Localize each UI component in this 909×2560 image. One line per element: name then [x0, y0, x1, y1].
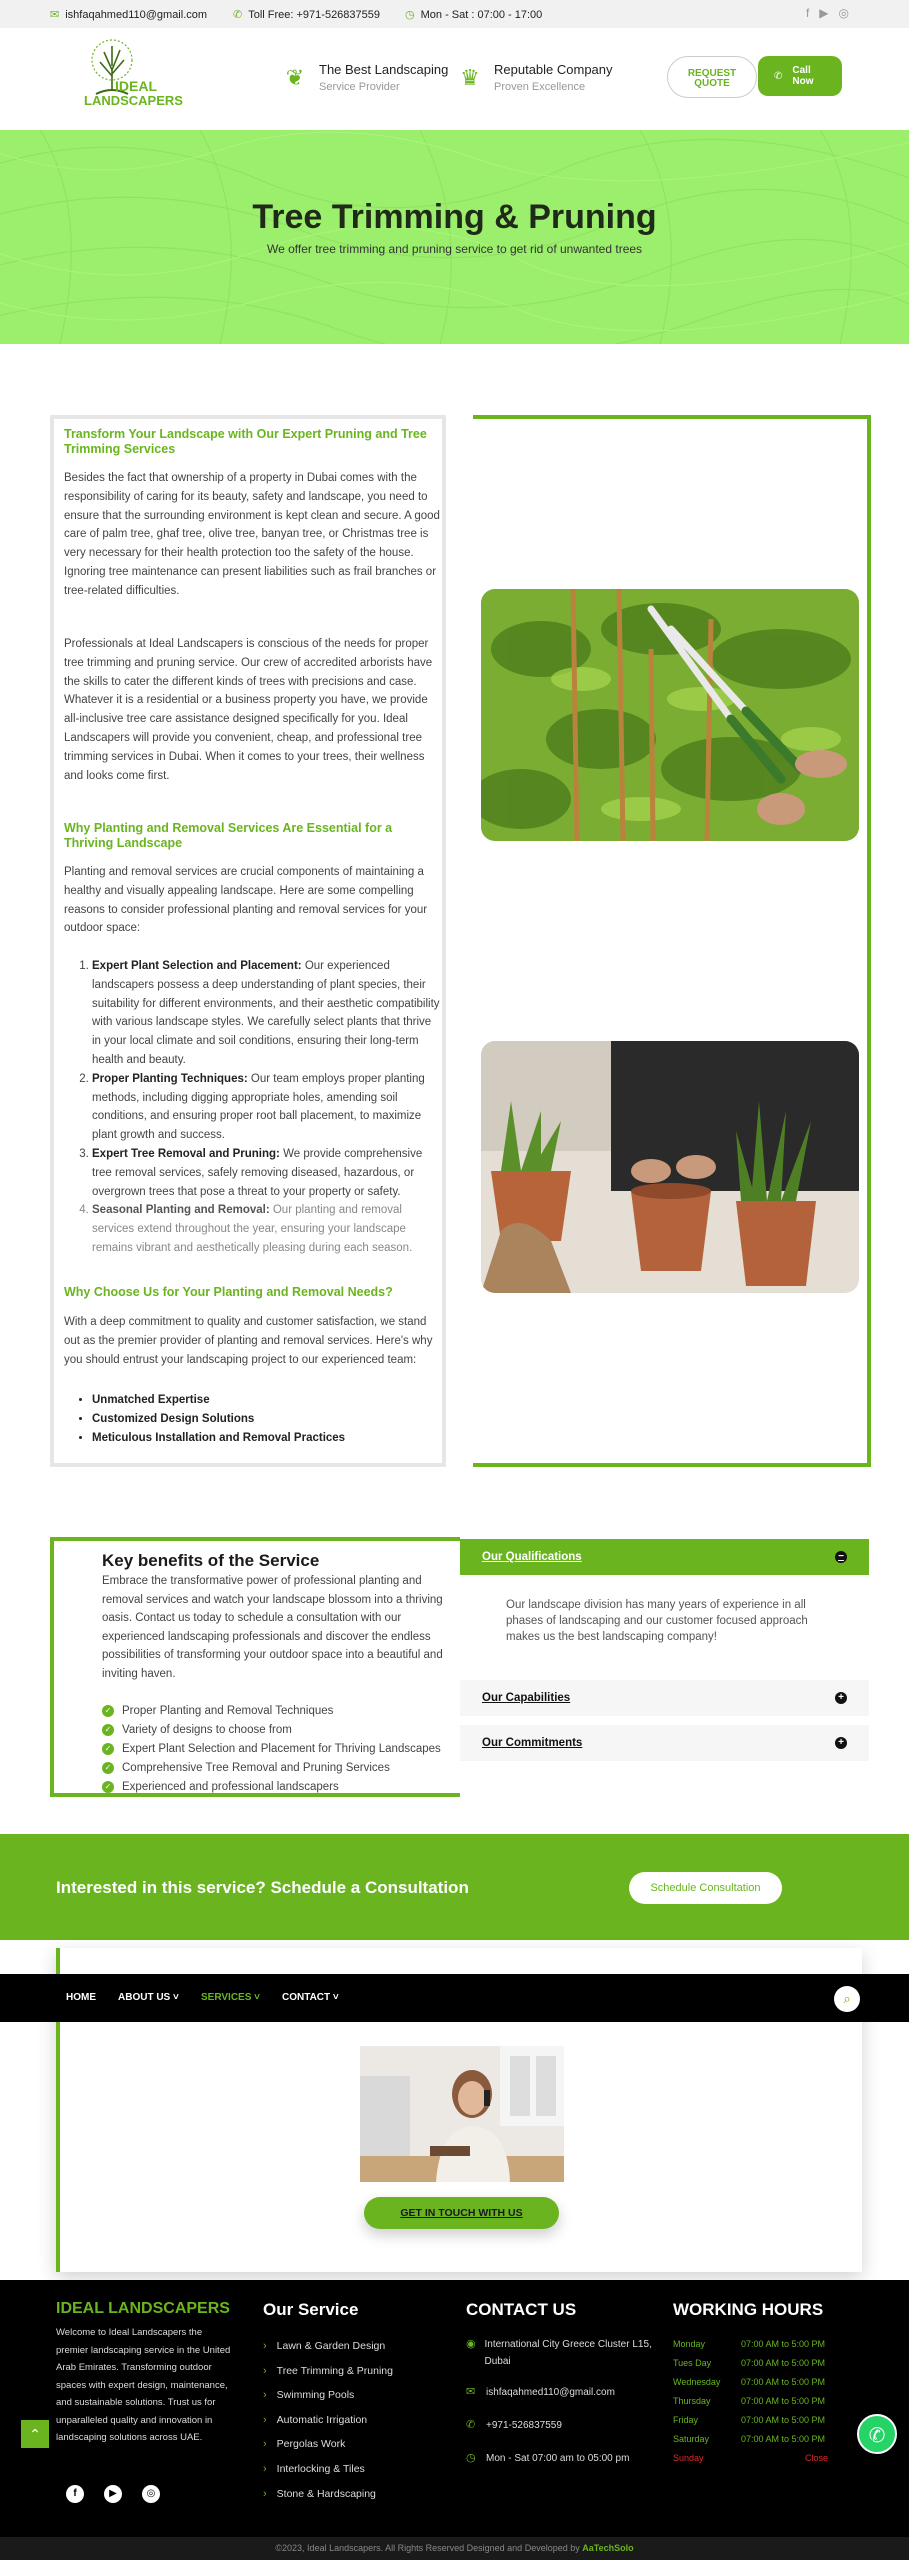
- hours-row: [673, 2372, 835, 2391]
- reason-title: Proper Planting Techniques:: [92, 1072, 248, 1085]
- chevron-down-icon: ˅: [332, 1992, 339, 2003]
- reason-title: Expert Plant Selection and Placement:: [92, 960, 302, 972]
- topbar-email-text: ishfaqahmed110@gmail.com: [65, 8, 208, 21]
- clock-icon: ◷: [466, 2452, 476, 2464]
- footer-hours: [466, 2450, 656, 2467]
- accordion-title: Our Capabilities: [482, 1692, 571, 1704]
- chevron-down-icon: ˅: [254, 1992, 261, 2003]
- planting-image: [481, 1041, 859, 1293]
- footer-hours-heading: WORKING HOURS: [673, 2300, 824, 2319]
- reasons-list: [64, 957, 442, 1258]
- accordion-header-capabilities[interactable]: [460, 1680, 869, 1716]
- footer-service-text: Swimming Pools: [276, 2389, 355, 2402]
- hours-time: 07:00 AM to 5:00 PM: [741, 2338, 826, 2349]
- whatsapp-button[interactable]: [857, 2414, 897, 2454]
- call-line1: Call: [792, 65, 811, 76]
- hours-time: 07:00 AM to 5:00 PM: [741, 2414, 826, 2425]
- chevron-right-icon: ›: [263, 2413, 267, 2426]
- chevron-up-icon: ⌃: [29, 2426, 41, 2442]
- chevron-right-icon: ›: [263, 2389, 267, 2402]
- content-heading-3-block: [64, 1285, 442, 1300]
- call-now-button[interactable]: [758, 56, 842, 96]
- facebook-icon[interactable]: f: [66, 2485, 84, 2503]
- hours-day: Tues Day: [673, 2357, 712, 2368]
- why-item: • Customized Design Solutions: [92, 1410, 442, 1429]
- accordion-header-qualifications[interactable]: [460, 1539, 869, 1575]
- nav-home[interactable]: HOME: [66, 1992, 96, 2003]
- benefit-text: Variety of designs to choose from: [122, 1723, 292, 1736]
- content-heading-1: Transform Your Landscape with Our Expert Pruning and Tree Trimming Services: [64, 427, 427, 456]
- content-card: [50, 415, 446, 1467]
- reason-text: Our experienced landscapers possess a deep understanding of plant species, their suitability for different environments, and their aesthetic compatibility with various landscape styles. We carefully select plants that thrive in your local climate and soil conditions, ensuring their long-term health and beauty.: [92, 960, 440, 1066]
- plus-icon[interactable]: +: [835, 1737, 847, 1749]
- content-paragraph-3: Planting and removal services are crucial components of maintaining a healthy and visually appealing landscape. Here are some compelling reasons to consider professional planting and removal services for your outdoor space:: [64, 866, 428, 935]
- topbar-phone[interactable]: [233, 8, 380, 21]
- hours-row: [673, 2334, 835, 2353]
- accordion-title: Our Commitments: [482, 1737, 583, 1749]
- content-paragraph-2: Professionals at Ideal Landscapers is conscious of the needs for proper tree trimming and pruning service. Our crew of accredited arborists have the skills to cater the different kinds of trees with precisions and case. Whatever it is a residential or a business property you have, we provide all-inclusive tree care assistance designed specifically for you. Ideal Landscapers will provide you convenient, cheap, and professional tree trimming services in Dubai. When it comes to your trees, their wellness and looks come first.: [64, 638, 433, 782]
- check-icon: ✓: [102, 1724, 114, 1736]
- footer-service-text: Lawn & Garden Design: [276, 2340, 386, 2352]
- page-title: Tree Trimming & Pruning: [252, 198, 657, 236]
- youtube-icon[interactable]: ▶: [104, 2485, 122, 2503]
- phone-icon: ✆: [233, 9, 243, 21]
- nav-contact[interactable]: [282, 1992, 339, 2003]
- footer-service-heading: Our Service: [263, 2300, 359, 2319]
- feature2-sub: Proven Excellence: [494, 81, 586, 93]
- hours-day: Wednesday: [673, 2376, 721, 2387]
- hours-time: Close: [805, 2452, 829, 2463]
- main-nav: [0, 1974, 909, 2022]
- check-icon: ✓: [102, 1762, 114, 1774]
- get-in-touch-button[interactable]: GET IN TOUCH WITH US: [364, 2197, 559, 2229]
- instagram-icon[interactable]: ◎: [838, 6, 849, 20]
- feature2-title: Reputable Company: [494, 62, 613, 77]
- content-paragraph-4-block: [64, 1313, 442, 1369]
- benefit-text: Proper Planting and Removal Techniques: [122, 1704, 334, 1717]
- benefit-text: Comprehensive Tree Removal and Pruning Services: [122, 1761, 390, 1774]
- why-item: • Unmatched Expertise: [92, 1391, 442, 1410]
- content-paragraph-4: With a deep commitment to quality and customer satisfaction, we stand out as the premier provider of planting and removal services. Here's why you should entrust your landscaping project to our experienced team:: [64, 1316, 433, 1366]
- whatsapp-icon: ✆: [868, 2425, 886, 2447]
- hours-day: Friday: [673, 2414, 699, 2425]
- contact-image: [360, 2046, 564, 2182]
- clock-icon: ◷: [405, 9, 415, 21]
- footer-social: [66, 2485, 160, 2503]
- hours-row: [673, 2391, 835, 2410]
- footer-brand: IDEAL LANDSCAPERS: [56, 2300, 230, 2317]
- footer-email[interactable]: [466, 2384, 656, 2401]
- quote-line2: QUOTE: [694, 78, 730, 89]
- request-quote-button[interactable]: [667, 56, 757, 98]
- check-icon: ✓: [102, 1743, 114, 1755]
- footer-service-item[interactable]: [263, 2365, 393, 2390]
- topbar-phone-text: Toll Free: +971-526837559: [248, 8, 381, 21]
- hours-time: 07:00 AM to 5:00 PM: [741, 2433, 826, 2444]
- footer-address-text: International City Greece Cluster L15, Dubai: [484, 2339, 652, 2367]
- footer-phone[interactable]: [466, 2417, 656, 2434]
- developer-link[interactable]: AaTechSolo: [582, 2543, 634, 2553]
- consultation-text: Interested in this service? Schedule a Consultation: [56, 1878, 469, 1897]
- content-heading-3: Why Choose Us for Your Planting and Removal Needs?: [64, 1285, 393, 1299]
- content-heading-2-block: [64, 821, 442, 851]
- hours-row: [673, 2429, 835, 2448]
- phone-icon: ✆: [774, 70, 783, 82]
- footer-phone-text: +971-526837559: [486, 2420, 562, 2431]
- benefit-item: [102, 1720, 441, 1739]
- footer-service-text: Automatic Irrigation: [276, 2413, 368, 2426]
- pruning-photo: [481, 589, 859, 841]
- why-item: • Meticulous Installation and Removal Practices: [92, 1429, 442, 1448]
- benefit-text: Expert Plant Selection and Placement for Thriving Landscapes: [122, 1742, 441, 1755]
- content-paragraph-1: Besides the fact that ownership of a property in Dubai comes with the responsibility of caring for its beauty, safety and landscape, you need to ensure that the surrounding environment is kept clean and secure. A good care of palm tree, ghaf tree, olive tree, banyan tree, or Christmas tree is very necessary for their health protection too the safety of the house. Ignoring tree maintenance can present liabilities such as frail branches or tree-related difficulties.: [64, 472, 440, 597]
- topbar-email[interactable]: [50, 8, 207, 21]
- top-bar: [0, 0, 909, 28]
- footer-service-item[interactable]: [263, 2414, 393, 2439]
- content-paragraph-1-block: [64, 469, 442, 601]
- scroll-to-top-button[interactable]: [21, 2420, 49, 2448]
- hours-row: [673, 2410, 835, 2429]
- facebook-icon[interactable]: f: [805, 6, 810, 20]
- benefit-item: [102, 1777, 441, 1796]
- chevron-right-icon: ›: [263, 2340, 267, 2352]
- topbar-hours: [405, 8, 542, 21]
- consultation-banner: [0, 1834, 909, 1940]
- benefits-section: [50, 1537, 460, 1797]
- hours-day: Thursday: [673, 2395, 711, 2406]
- why-list-block: [64, 1391, 442, 1447]
- site-footer: [0, 2280, 909, 2560]
- chevron-right-icon: ›: [263, 2438, 267, 2451]
- reason-item: [92, 957, 442, 1070]
- trophy-icon: ♛: [460, 64, 480, 90]
- footer-contact-heading: CONTACT US: [466, 2300, 577, 2319]
- accordion-body-qualifications: Our landscape division has many years of experience in all phases of landscaping and our customer focused approach makes us the best landscaping company!: [460, 1575, 869, 1680]
- topbar-hours-text: Mon - Sat : 07:00 - 17:00: [420, 8, 543, 21]
- copyright-text: ©2023, Ideal Landscapers. All Rights Reserved Designed and Developed by: [275, 2543, 583, 2553]
- logo-text-landscapers: LANDSCAPERS: [84, 93, 183, 108]
- site-header: [0, 28, 909, 130]
- page-subtitle: We offer tree trimming and pruning service to get rid of unwanted trees: [266, 242, 643, 256]
- hours-time: 07:00 AM to 5:00 PM: [741, 2357, 826, 2368]
- plus-icon[interactable]: +: [835, 1692, 847, 1704]
- benefit-item: [102, 1758, 441, 1777]
- chevron-right-icon: ›: [263, 2487, 267, 2500]
- footer-service-item[interactable]: [263, 2438, 393, 2463]
- accordion-commitments: [460, 1725, 869, 1761]
- planting-photo: [481, 1041, 859, 1293]
- chevron-right-icon: ›: [263, 2364, 267, 2377]
- reason-text: Our planting and removal services extend throughout the year, ensuring your landscape remains vibrant and aesthetically pleasing during each season.: [92, 1204, 413, 1254]
- reason-title: Seasonal Planting and Removal:: [92, 1204, 270, 1217]
- reason-title: Expert Tree Removal and Pruning:: [92, 1147, 280, 1160]
- footer-service-item[interactable]: [263, 2463, 393, 2488]
- footer-service-item[interactable]: [263, 2389, 393, 2414]
- reasons-list-block: [64, 957, 442, 1258]
- quote-line1: REQUEST: [687, 68, 737, 79]
- hours-row: [673, 2353, 835, 2372]
- accordion-capabilities: [460, 1680, 869, 1716]
- hours-row-closed: [673, 2448, 835, 2467]
- hero-banner: [0, 130, 909, 344]
- footer-services-list: [263, 2340, 393, 2512]
- footer-email-text: ishfaqahmed110@gmail.com: [486, 2387, 615, 2398]
- accordion-header-commitments[interactable]: [460, 1725, 869, 1761]
- envelope-icon: ✉: [466, 2386, 476, 2398]
- footer-service-text: Interlocking & Tiles: [276, 2462, 365, 2475]
- phone-icon: ✆: [466, 2419, 476, 2431]
- logo-text-ideal: IDEAL: [115, 78, 157, 94]
- contact-photo: [360, 2046, 564, 2182]
- hours-time: 07:00 AM to 5:00 PM: [741, 2395, 826, 2406]
- benefits-list: [102, 1701, 441, 1796]
- benefit-item: [102, 1701, 441, 1720]
- hours-time: 07:00 AM to 5:00 PM: [741, 2376, 826, 2387]
- accordion-title: Our Qualifications: [482, 1551, 582, 1563]
- reason-item: [92, 1145, 442, 1201]
- footer-about: Welcome to Ideal Landscapers the premier landscaping service in the United Arab Emirates. Transforming outdoor spaces with expert design, maintenance, and sustainable solutions. Trust us for unparalleled quality and innovation in landscaping solutions across UAE.: [56, 2327, 231, 2443]
- benefit-text: Experienced and professional landscapers: [122, 1780, 339, 1793]
- reason-item: [92, 1070, 442, 1145]
- check-icon: ✓: [102, 1781, 114, 1793]
- reason-text: We provide comprehensive tree removal services, safely removing diseased, hazardous, or overgrown trees that pose a threat to your property or safety.: [92, 1147, 423, 1198]
- working-hours-table: [673, 2334, 835, 2467]
- content-paragraph-2-block: [64, 635, 442, 785]
- reason-item: [92, 1201, 442, 1257]
- feature1-sub: Service Provider: [319, 81, 400, 93]
- reason-text: Our team employs proper planting methods, including digging appropriate holes, amending soil conditions, and ensuring proper root ball placement, to maximize plant growth and success.: [92, 1072, 425, 1142]
- chevron-down-icon: ˅: [173, 1992, 179, 2003]
- chevron-right-icon: ›: [263, 2462, 267, 2475]
- hours-day: Saturday: [673, 2433, 710, 2444]
- envelope-icon: ✉: [50, 9, 60, 21]
- nav-services-label: SERVICES: [201, 1992, 252, 2003]
- nav-about-label: ABOUT US: [118, 1992, 171, 2003]
- youtube-icon[interactable]: ▶: [819, 6, 829, 20]
- topbar-social: [806, 6, 849, 20]
- minus-icon[interactable]: −: [835, 1551, 847, 1563]
- footer-service-item[interactable]: [263, 2340, 393, 2365]
- hero-texture: [0, 130, 909, 344]
- footer-service-text: Tree Trimming & Pruning: [276, 2364, 393, 2377]
- footer-service-text: Stone & Hardscaping: [276, 2487, 376, 2500]
- location-icon: ◉: [466, 2338, 476, 2350]
- benefits-title: Key benefits of the Service: [102, 1551, 320, 1570]
- photo-column: [473, 415, 871, 1467]
- nav-services[interactable]: [201, 1992, 260, 2003]
- benefit-item: [102, 1739, 441, 1758]
- leaf-hand-icon: ❦: [285, 64, 305, 90]
- instagram-icon[interactable]: ◎: [142, 2485, 160, 2503]
- accordion-qualifications: [460, 1539, 869, 1680]
- content-heading-2: Why Planting and Removal Services Are Essential for a Thriving Landscape: [64, 821, 393, 850]
- hours-day: Sunday: [673, 2452, 704, 2463]
- nav-about[interactable]: [118, 1992, 179, 2003]
- footer-address: [466, 2336, 656, 2370]
- feature-best-landscaping: [281, 62, 448, 93]
- pruning-image: [481, 589, 859, 841]
- schedule-consultation-button[interactable]: Schedule Consultation: [629, 1872, 782, 1904]
- content-paragraph-3-block: [64, 863, 442, 938]
- check-icon: ✓: [102, 1705, 114, 1717]
- feature1-title: The Best Landscaping: [319, 62, 449, 77]
- feature-reputable: [456, 62, 613, 93]
- hours-day: Monday: [673, 2338, 706, 2349]
- call-line2: Now: [792, 76, 814, 87]
- benefits-description: Embrace the transformative power of professional planting and removal services and watch your landscape blossom into a thriving oasis. Contact us today to schedule a consultation with our experienced landscaping professionals and discover the endless possibilities of transforming your outdoor space into a beautiful and inviting haven.: [102, 1575, 443, 1680]
- search-icon[interactable]: ⌕: [834, 1986, 860, 2012]
- copyright-bar: [0, 2537, 909, 2560]
- why-list: [64, 1391, 442, 1447]
- content-heading-1-block: [64, 427, 442, 457]
- footer-service-text: Pergolas Work: [276, 2438, 346, 2451]
- nav-contact-label: CONTACT: [282, 1992, 331, 2003]
- footer-hours-text: Mon - Sat 07:00 am to 05:00 pm: [486, 2453, 630, 2464]
- footer-service-item[interactable]: [263, 2488, 393, 2513]
